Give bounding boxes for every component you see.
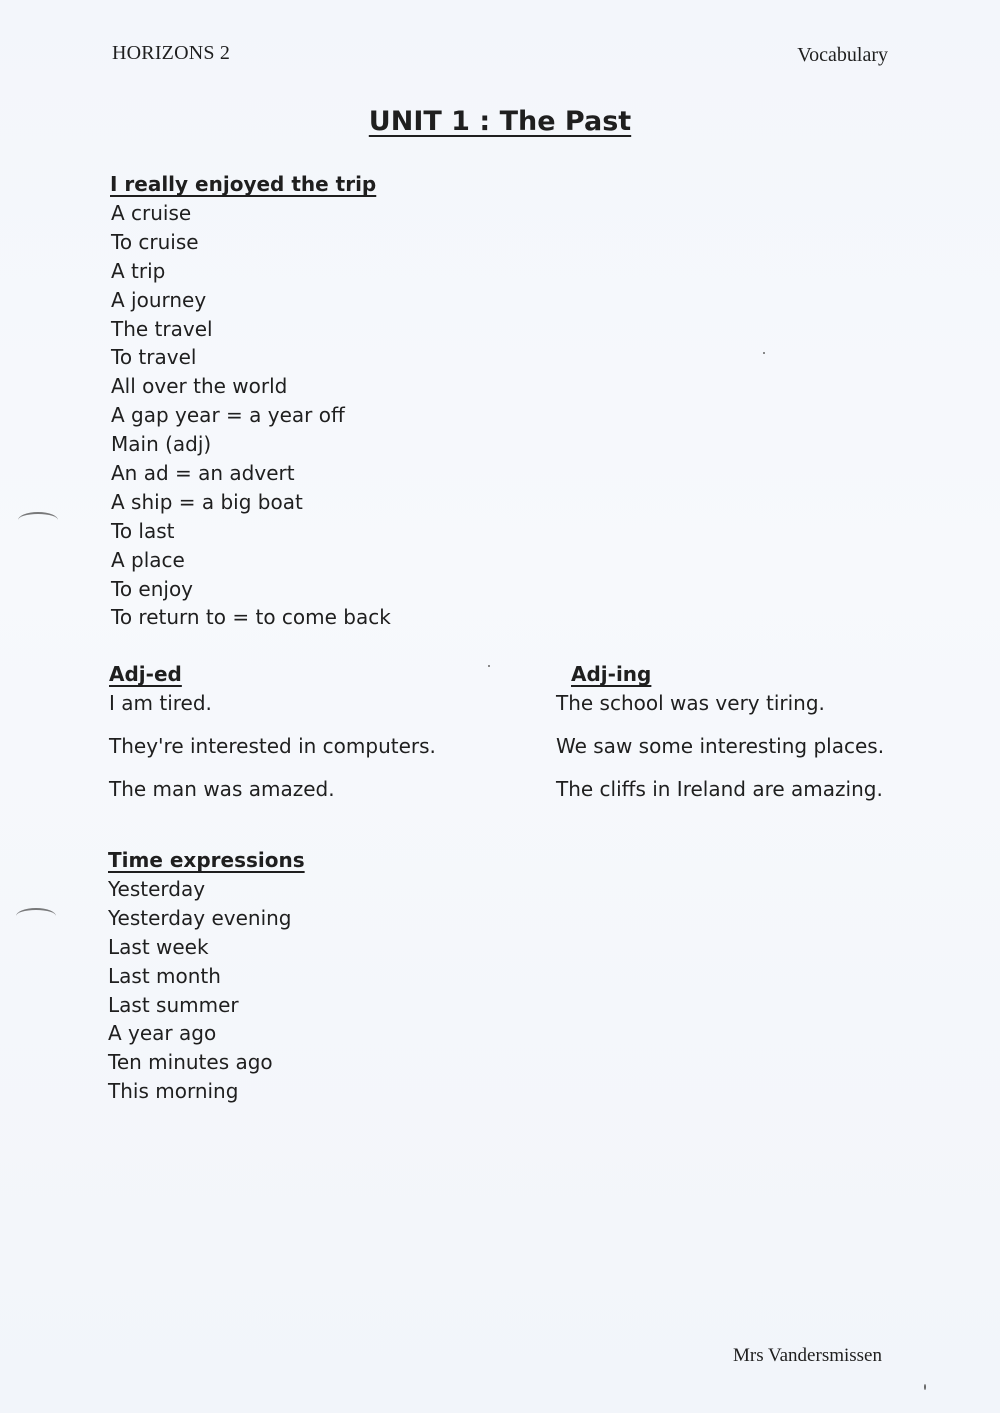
section-heading-trip: I really enjoyed the trip: [110, 172, 377, 196]
scan-speck: [924, 1384, 926, 1390]
list-item: The cliffs in Ireland are amazing.: [556, 777, 883, 801]
list-item: A journey: [111, 287, 207, 312]
list-item: To enjoy: [111, 576, 194, 601]
section-heading-adj-ed: Adj-ed: [109, 662, 182, 686]
list-item: Last week: [108, 934, 209, 959]
section-heading-adj-ing: Adj-ing: [571, 662, 652, 686]
list-item: Last summer: [108, 992, 239, 1017]
list-item: All over the world: [111, 374, 288, 399]
section-heading-time: Time expressions: [108, 848, 305, 872]
list-item: To cruise: [111, 229, 199, 254]
list-item: Main (adj): [111, 432, 212, 457]
list-item: They're interested in computers.: [109, 734, 436, 758]
list-item: A trip: [111, 258, 166, 283]
list-item: A cruise: [111, 201, 192, 225]
list-item: Yesterday: [108, 877, 206, 901]
vocab-list-trip: [111, 199, 391, 632]
list-item: To return to = to come back: [111, 605, 391, 630]
page-title-text: UNIT 1 : The Past: [368, 106, 632, 137]
list-item: To travel: [111, 345, 197, 370]
list-item: A gap year = a year off: [111, 403, 345, 428]
list-item: The man was amazed.: [109, 777, 335, 801]
list-item: Ten minutes ago: [108, 1050, 273, 1075]
sentence-list-adj-ed: [109, 689, 436, 818]
list-item: We saw some interesting places.: [556, 734, 885, 758]
course-header: HORIZONS 2: [112, 42, 231, 64]
list-item: A ship = a big boat: [111, 489, 303, 514]
subject-header: Vocabulary: [797, 44, 888, 66]
list-item: A place: [111, 547, 185, 572]
punch-hole-mark: [16, 908, 56, 924]
punch-hole-mark: [18, 512, 58, 528]
list-item: Last month: [108, 963, 221, 988]
list-item: Yesterday evening: [108, 905, 292, 930]
vocab-list-time: [108, 875, 292, 1106]
list-item: A year ago: [108, 1021, 217, 1046]
list-item: The school was very tiring.: [556, 691, 825, 715]
list-item: The travel: [111, 316, 213, 341]
scan-speck: [763, 352, 765, 354]
scan-speck: [488, 665, 490, 667]
list-item: An ad = an advert: [111, 461, 295, 486]
sentence-list-adj-ing: [556, 689, 884, 818]
page-title: [0, 106, 1000, 137]
teacher-name: Mrs Vandersmissen: [732, 1345, 882, 1366]
list-item: This morning: [108, 1079, 239, 1104]
list-item: To last: [111, 518, 175, 543]
list-item: I am tired.: [109, 691, 212, 715]
